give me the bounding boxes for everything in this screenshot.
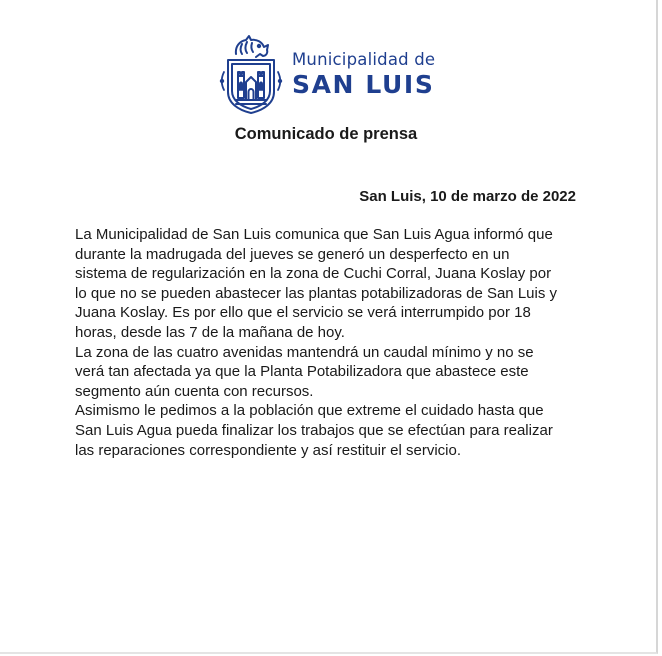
body-line: segmento aún cuenta con recursos.	[75, 382, 314, 400]
body-line: La Municipalidad de San Luis comunica que San Luis Agua informó que	[75, 226, 553, 243]
city-shield-emblem-icon	[218, 32, 284, 116]
body-line: lo que no se pueden abastecer las plantas potabilizadoras de San Luis y	[75, 284, 557, 302]
org-name-line1: Municipalidad de	[292, 50, 436, 69]
body-line: Juana Koslay. Es por ello que el servicio se verá interrumpido por 18	[75, 304, 531, 322]
body-line: sistema de regularización en la zona de Cuchi Corral, Juana Koslay por	[75, 265, 552, 283]
body-text	[75, 225, 635, 460]
body-line: las reparaciones correspondiente y así restituir el servicio.	[75, 441, 462, 459]
body-line: La zona de las cuatro avenidas mantendrá un caudal mínimo y no se	[75, 343, 534, 361]
org-name-line2: SAN LUIS	[292, 70, 435, 99]
body-line: verá tan afectada ya que la Planta Potabilizadora que abastece este	[75, 363, 529, 381]
body-line: durante la madrugada del jueves se generó un desperfecto en un	[75, 245, 510, 263]
dateline: San Luis, 10 de marzo de 2022	[359, 188, 576, 205]
body-line: San Luis Agua pueda finalizar los trabajos que se efectúan para realizar	[75, 421, 553, 439]
document-title: Comunicado de prensa	[234, 125, 418, 143]
letterhead-logo	[218, 32, 435, 116]
body-line: horas, desde las 7 de la mañana de hoy.	[75, 323, 345, 341]
body-line: Asimismo le pedimos a la población que extreme el cuidado hasta que	[75, 402, 544, 420]
